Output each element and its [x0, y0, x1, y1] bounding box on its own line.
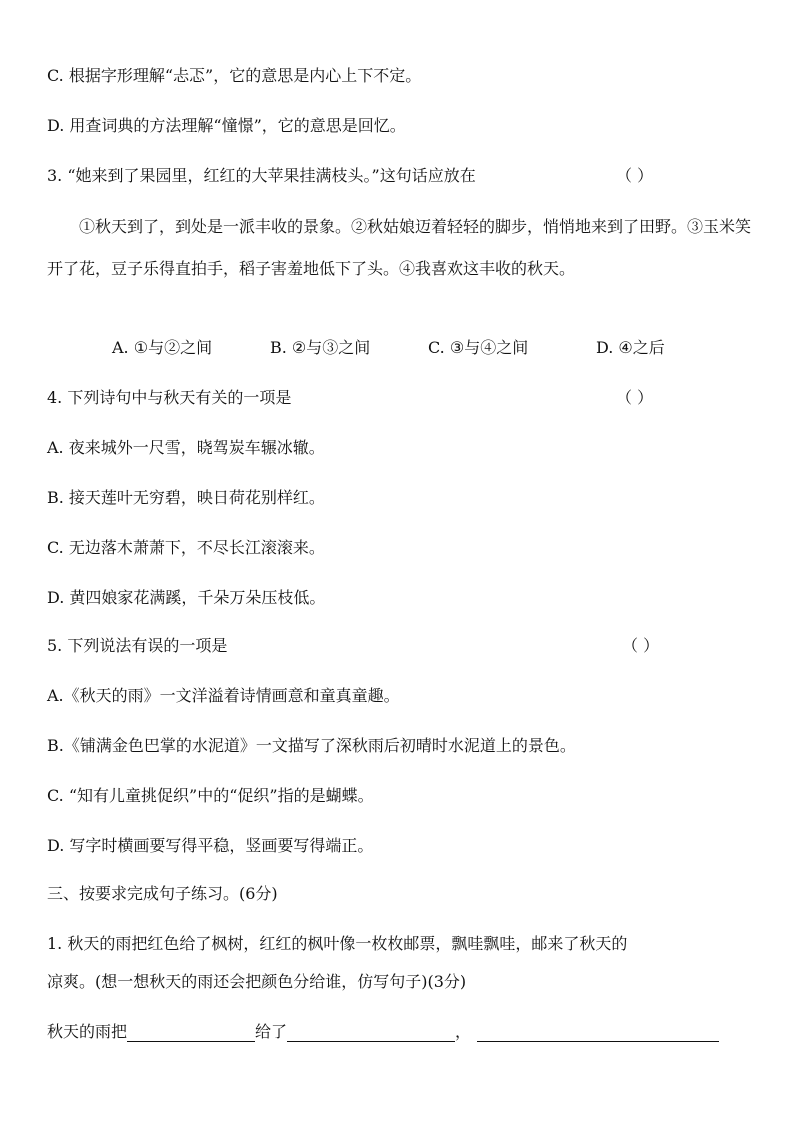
question-3-answer-bracket[interactable]: （ ） — [616, 166, 654, 185]
question-3-option-c[interactable]: C. ③与④之间 — [428, 338, 529, 357]
option-c-text: C. 根据字形理解“忐忑”，它的意思是内心上下不定。 — [47, 66, 422, 85]
question-4-option-d[interactable]: D. 黄四娘家花满蹊，千朵万朵压枝低。 — [47, 588, 326, 607]
question-4-answer-bracket[interactable]: （ ） — [616, 388, 654, 407]
question-4-option-c[interactable]: C. 无边落木萧萧下，不尽长江滚滚来。 — [47, 538, 325, 557]
question-3-passage-text: ①秋天到了，到处是一派丰收的景象。②秋姑娘迈着轻轻的脚步，悄悄地来到了田野。③玉米笑开了花，豆子乐得直拍手，稻子害羞地低下了头。④我喜欢这丰收的秋天。 — [47, 217, 752, 278]
sentence-1-prompt-line-2: 凉爽。(想一想秋天的雨还会把颜色分给谁，仿写句子)(3分) — [47, 972, 467, 991]
question-3-option-a[interactable]: A. ①与②之间 — [112, 338, 213, 357]
question-5-option-d[interactable]: D. 写字时横画要写得平稳，竖画要写得端正。 — [47, 836, 374, 855]
question-5-option-c[interactable]: C. “知有儿童挑促织”中的“促织”指的是蝴蝶。 — [47, 786, 374, 805]
question-4-option-b[interactable]: B. 接天莲叶无穷碧，映日荷花别样红。 — [47, 488, 325, 507]
fill-blank-3[interactable] — [477, 1023, 719, 1042]
question-4-stem: 4. 下列诗句中与秋天有关的一项是 — [47, 388, 292, 407]
option-d-text: D. 用查词典的方法理解“憧憬”，它的意思是回忆。 — [47, 116, 406, 135]
question-3-passage — [47, 206, 755, 290]
sentence-1-fill-row — [47, 1022, 719, 1042]
sentence-1-prompt-line-1: 1. 秋天的雨把红色给了枫树，红红的枫叶像一枚枚邮票，飘哇飘哇，邮来了秋天的 — [47, 934, 628, 953]
fill-comma: ， — [455, 1022, 472, 1041]
question-5-stem: 5. 下列说法有误的一项是 — [47, 636, 228, 655]
question-5-option-a[interactable]: A.《秋天的雨》一文洋溢着诗情画意和童真童趣。 — [47, 686, 400, 705]
question-4-option-a[interactable]: A. 夜来城外一尺雪，晓驾炭车辗冰辙。 — [47, 438, 325, 457]
section-3-heading: 三、按要求完成句子练习。(6分) — [47, 884, 278, 903]
fill-blank-1[interactable] — [127, 1023, 255, 1042]
question-3-option-d[interactable]: D. ④之后 — [596, 338, 665, 357]
question-5-answer-bracket[interactable]: （ ） — [622, 636, 660, 655]
fill-blank-2[interactable] — [287, 1023, 455, 1042]
question-3-option-b[interactable]: B. ②与③之间 — [270, 338, 371, 357]
question-5-option-b[interactable]: B.《铺满金色巴掌的水泥道》一文描写了深秋雨后初晴时水泥道上的景色。 — [47, 736, 576, 755]
fill-middle: 给了 — [255, 1022, 288, 1041]
question-3-stem: 3. “她来到了果园里，红红的大苹果挂满枝头。”这句话应放在 — [47, 166, 476, 185]
fill-prefix: 秋天的雨把 — [47, 1022, 128, 1041]
